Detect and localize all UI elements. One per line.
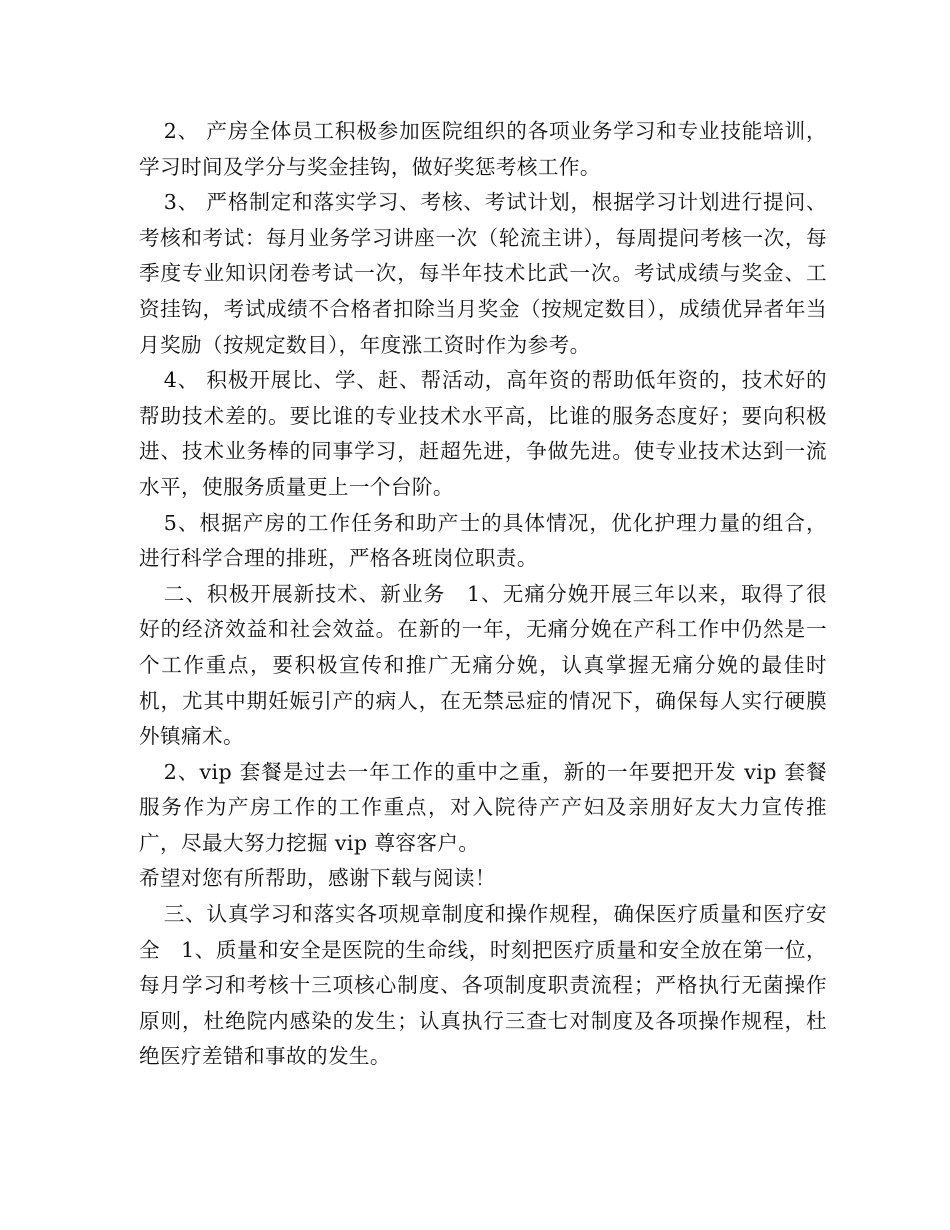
document-body xyxy=(139,114,827,1075)
paragraph-item-3: 3、 严格制定和落实学习、考核、考试计划，根据学习计划进行提问、考核和考试：每月业务学习讲座一次（轮流主讲），每周提问考核一次，每季度专业知识闭卷考试一次，每半年技术比武一次。考试成绩与奖金、工资挂钩，考试成绩不合格者扣除当月奖金（按规定数目），成绩优异者年当月奖励（按规定数目），年度涨工资时作为参考。 xyxy=(139,190,827,357)
paragraph-item-4: 4、 积极开展比、学、赶、帮活动，高年资的帮助低年资的，技术好的帮助技术差的。要比谁的专业技术水平高，比谁的服务态度好；要向积极进、技术业务棒的同事学习，赶超先进，争做先进。使专业技术达到一流水平，使服务质量更上一个台阶。 xyxy=(139,368,827,499)
paragraph-item-2: 2、 产房全体员工积极参加医院组织的各项业务学习和专业技能培训，学习时间及学分与奖金挂钩，做好奖惩考核工作。 xyxy=(139,119,827,179)
section-two-paragraph: 二、积极开展新技术、新业务 1、无痛分娩开展三年以来，取得了很好的经济效益和社会效益。在新的一年，无痛分娩在产科工作中仍然是一个工作重点，要积极宣传和推广无痛分娩，认真掌握无痛分娩的最佳时机，尤其中期妊娠引产的病人，在无禁忌症的情况下，确保每人实行硬膜外镇痛术。 xyxy=(139,581,827,749)
thank-you-note: 希望对您有所帮助，感谢下载与阅读！ xyxy=(139,866,496,891)
vip-package-paragraph: 2、vip 套餐是过去一年工作的重中之重，新的一年要把开发 vip 套餐服务作为产房工作的工作重点，对入院待产产妇及亲朋好友大力宣传推广，尽最大努力挖掘 vip 尊容客户。 xyxy=(139,759,827,855)
paragraph-item-5: 5、根据产房的工作任务和助产士的具体情况，优化护理力量的组合，进行科学合理的排班，严格各班岗位职责。 xyxy=(139,510,827,571)
section-three-paragraph: 三、认真学习和落实各项规章制度和操作规程，确保医疗质量和医疗安全 1、质量和安全是医院的生命线，时刻把医疗质量和安全放在第一位，每月学习和考核十三项核心制度、各项制度职责流程；严格执行无菌操作原则，杜绝院内感染的发生；认真执行三查七对制度及各项操作规程，杜绝医疗差错和事故的发生。 xyxy=(139,902,827,1069)
